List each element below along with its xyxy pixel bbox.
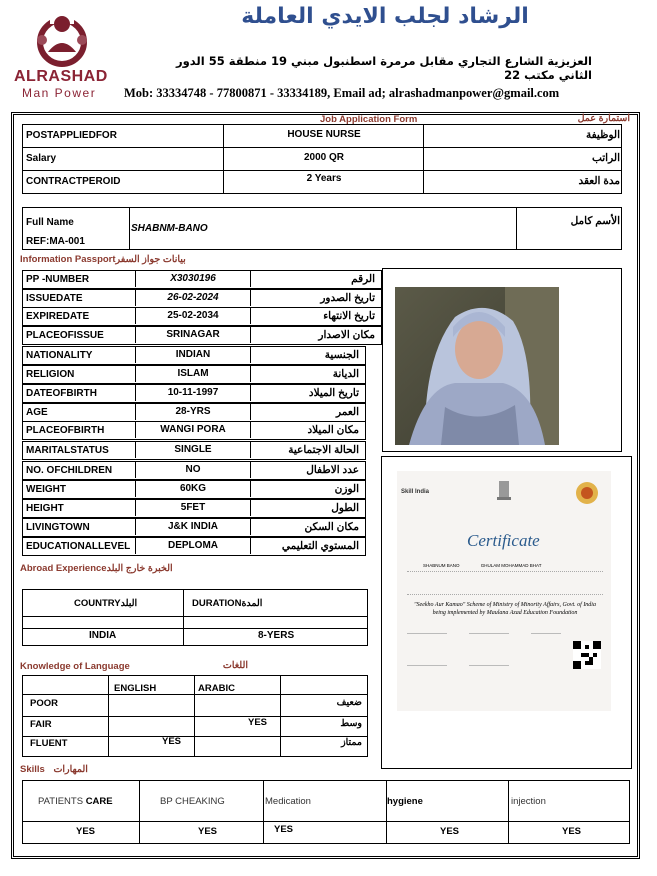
skill-name-part: PATIENTS — [38, 796, 86, 807]
passport-row — [22, 270, 382, 289]
passport-field-value: SINGLE — [135, 441, 251, 458]
certificate-frame — [381, 456, 632, 769]
passport-field-value: SRINAGAR — [135, 326, 251, 343]
company-address-ar: العزيزية الشارع التجاري مقابل مرمرة اسطنبول مبني 19 منطقة 55 الدور الثاني مكتب 22 — [176, 54, 592, 82]
skill-name-part: hygiene — [387, 796, 423, 807]
passport-field-value: J&K INDIA — [135, 518, 251, 535]
passport-field-value: INDIAN — [135, 346, 251, 363]
skill-name-emphasis: CARE — [85, 796, 113, 807]
skill-india-logo: Skill India — [401, 489, 430, 495]
logo-name: ALRASHAD — [14, 68, 108, 85]
arabic-level-mark: YES — [248, 717, 268, 728]
passport-row — [22, 441, 366, 460]
passport-field-value: 10-11-1997 — [135, 384, 251, 401]
certificate-title: Certificate — [467, 531, 540, 550]
passport-field-label: LIVINGTOWN — [26, 522, 90, 533]
passport-field-ar: الديانة — [332, 368, 359, 380]
skill-name — [38, 796, 113, 807]
certificate-father: GHULAM MOHAMMAD BHAT — [480, 563, 542, 568]
passport-field-label: HEIGHT — [26, 503, 64, 514]
passport-field-value: 25-02-2034 — [135, 307, 251, 324]
passport-row — [22, 326, 382, 345]
duration-header — [192, 598, 262, 609]
skills-label-ar: المهارات — [53, 764, 88, 775]
skills-section-label — [20, 764, 88, 775]
skill-value: YES — [562, 826, 582, 837]
passport-field-ar: الجنسية — [324, 349, 359, 361]
post-value: HOUSE NURSE — [287, 129, 361, 140]
passport-field-ar: تاريخ الانتهاء — [323, 310, 375, 322]
post-label: POSTAPPLIEDFOR — [26, 130, 117, 141]
passport-label-en: Information Passport — [20, 254, 116, 265]
passport-row — [22, 537, 366, 556]
skills-table — [22, 780, 630, 844]
company-contact: Mob: 33334748 - 77800871 - 33334189, Email ad; alrashadmanpower@gmail.com — [124, 86, 560, 100]
passport-field-ar: الرقم — [351, 273, 375, 285]
duration-label: DURATION — [192, 598, 242, 609]
certificate-name: SHABNUM BANO — [423, 563, 460, 568]
passport-field-value: 5FET — [135, 499, 251, 516]
passport-row — [22, 421, 366, 440]
passport-field-value: NO — [135, 461, 251, 478]
language-level: FLUENT — [30, 738, 68, 749]
skill-name — [265, 796, 311, 807]
passport-field-value: 60KG — [135, 480, 251, 497]
logo — [14, 8, 124, 100]
experience-label-ar: الخبرة خارج البلد — [106, 563, 173, 574]
passport-row — [22, 403, 366, 422]
passport-row — [22, 499, 366, 518]
passport-field-label: PP -NUMBER — [26, 274, 90, 285]
certificate-motto: "Seekho Aur Kamao" Scheme of Ministry of Minority Affairs, Govt. of India being implemented by Maulana Azad Education Foundation — [414, 602, 596, 616]
passport-field-value: X3030196 — [135, 270, 251, 287]
skill-value: YES — [440, 826, 460, 837]
skill-name-part: BP CHEAKING — [160, 796, 225, 807]
logo-sub: Man Power — [22, 86, 97, 100]
ref-label: REF:MA-001 — [26, 236, 85, 247]
passport-row — [22, 480, 366, 499]
salary-value: 2000 QR — [303, 152, 345, 163]
duration-ar: المدة — [241, 598, 263, 609]
passport-field-value: ISLAM — [135, 365, 251, 382]
experience-label-en: Abroad Experience — [20, 563, 107, 574]
passport-field-ar: العمر — [335, 406, 359, 418]
form-title-ar: استمارة عمل — [577, 113, 630, 124]
passport-field-label: ISSUEDATE — [26, 293, 83, 304]
country-value: INDIA — [89, 630, 117, 641]
skill-value: YES — [198, 826, 218, 837]
country-label: COUNTRY — [74, 598, 121, 609]
language-level-ar: وسط — [340, 718, 362, 729]
fullname-label: Full Name — [26, 217, 74, 228]
duration-value: 8-YERS — [258, 630, 295, 641]
skills-label-en: Skills — [20, 764, 45, 775]
passport-field-ar: مكان الاصدار — [318, 329, 375, 341]
fullname-value: SHABNM-BANO — [131, 223, 208, 234]
passport-row — [22, 384, 366, 403]
salary-ar: الراتب — [591, 152, 620, 164]
passport-row — [22, 289, 382, 308]
skill-name — [511, 796, 546, 807]
passport-field-label: AGE — [26, 407, 48, 418]
language-section-ar: اللغات — [222, 660, 248, 671]
passport-field-label: NO. OFCHILDREN — [26, 465, 113, 476]
country-header — [74, 598, 137, 609]
passport-section-label — [20, 254, 186, 265]
fullname-ar: الأسم كامل — [570, 215, 620, 227]
passport-field-label: EXPIREDATE — [26, 311, 90, 322]
passport-field-ar: عدد الاطفال — [306, 464, 359, 476]
post-ar: الوظيفة — [585, 129, 620, 141]
certificate — [397, 471, 611, 711]
passport-field-value: 26-02-2024 — [135, 289, 251, 306]
language-section-label: Knowledge of Language — [20, 661, 130, 672]
passport-field-ar: تاريخ الميلاد — [308, 387, 359, 399]
passport-field-label: RELIGION — [26, 369, 75, 380]
seal-icon — [575, 481, 599, 505]
passport-row — [22, 518, 366, 537]
english-level-mark: YES — [162, 736, 182, 747]
passport-field-value: WANGI PORA — [135, 421, 251, 438]
passport-field-label: NATIONALITY — [26, 350, 93, 361]
passport-field-ar: المستوي التعليمي — [281, 540, 359, 552]
passport-field-ar: الطول — [331, 502, 359, 514]
language-level-ar: ممتاز — [341, 737, 362, 748]
skill-name — [387, 796, 423, 807]
skill-name — [160, 796, 225, 807]
passport-field-label: MARITALSTATUS — [26, 445, 109, 456]
lang-arabic-header: ARABIC — [198, 683, 235, 694]
company-title-ar: الرشاد لجلب الايدي العاملة — [241, 4, 529, 29]
passport-field-ar: الحالة الاجتماعية — [288, 444, 359, 456]
skill-value: YES — [76, 826, 96, 837]
passport-label-ar: بيانات جواز السفر — [115, 254, 186, 265]
passport-row — [22, 346, 366, 365]
experience-section-label — [20, 563, 173, 574]
logo-icon — [14, 8, 124, 70]
passport-field-label: WEIGHT — [26, 484, 66, 495]
contract-label: CONTRACTPEROID — [26, 176, 121, 187]
passport-field-value: DEPLOMA — [135, 537, 251, 554]
qr-code-icon — [573, 641, 601, 669]
passport-field-ar: مكان السكن — [304, 521, 359, 533]
salary-label: Salary — [26, 153, 57, 164]
passport-row — [22, 365, 366, 384]
emblem-icon — [495, 479, 513, 501]
applicant-photo — [395, 287, 559, 445]
skill-value: YES — [274, 824, 294, 835]
contract-value: 2 Years — [306, 173, 342, 184]
passport-field-value: 28-YRS — [135, 403, 251, 420]
lang-english-header: ENGLISH — [114, 683, 157, 694]
passport-field-label: PLACEOFBIRTH — [26, 425, 105, 436]
passport-field-label: PLACEOFISSUE — [26, 330, 104, 341]
language-level: POOR — [30, 698, 58, 709]
passport-field-ar: مكان الميلاد — [307, 424, 359, 436]
photo-frame — [382, 268, 622, 452]
passport-field-label: EDUCATIONALLEVEL — [26, 541, 131, 552]
language-level-ar: ضعيف — [336, 697, 362, 708]
contract-ar: مدة العقد — [578, 175, 620, 187]
skill-name-part: injection — [511, 796, 546, 807]
name-box — [22, 207, 622, 250]
language-level: FAIR — [30, 719, 52, 730]
passport-field-label: DATEOFBIRTH — [26, 388, 97, 399]
passport-field-ar: الوزن — [334, 483, 359, 495]
passport-field-ar: تاريخ الصدور — [320, 292, 375, 304]
skill-name-part: Medication — [265, 796, 311, 807]
passport-row — [22, 307, 382, 326]
form-title: Job Application Form — [320, 114, 418, 125]
passport-row — [22, 461, 366, 480]
country-ar: البلد — [120, 598, 138, 609]
